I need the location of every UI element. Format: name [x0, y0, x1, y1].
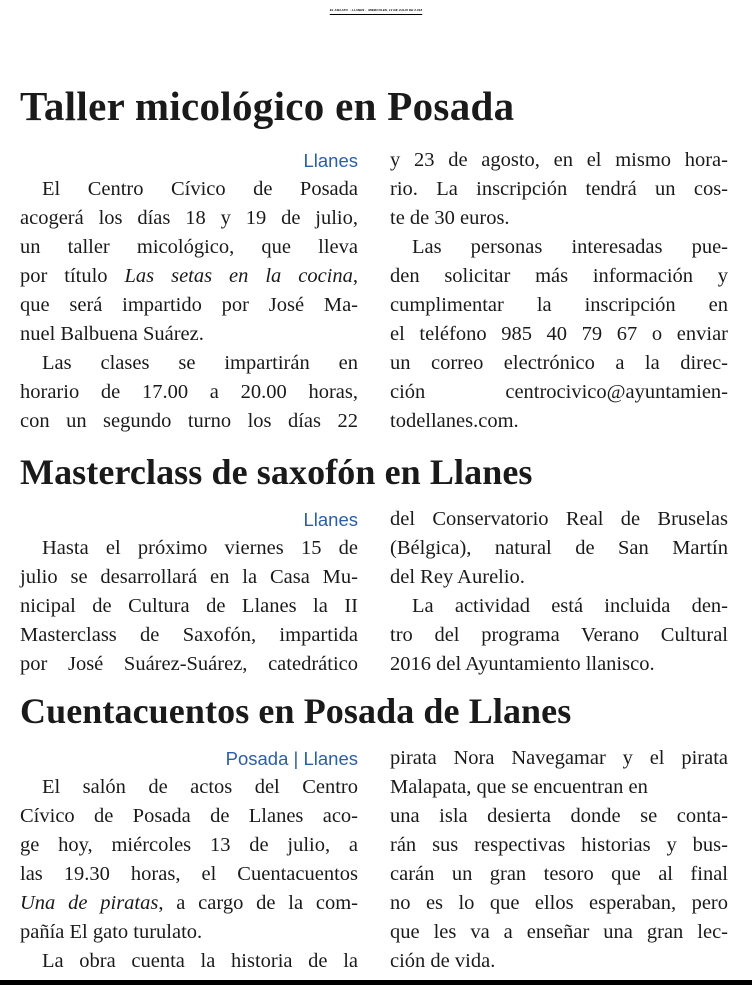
body-line [390, 802, 728, 831]
italic-title: Las setas en la cocina [124, 265, 353, 287]
article-dateline: Llanes [303, 150, 358, 171]
body-line [390, 650, 728, 679]
body-text: horario de 17.00 a 20.00 horas, [20, 381, 358, 403]
body-line [390, 773, 728, 802]
body-text: con un segundo turno los días 22 [20, 410, 358, 432]
body-line [390, 505, 728, 534]
body-text: un correo electrónico a la direc- [390, 352, 728, 374]
body-line [390, 889, 728, 918]
body-line [390, 860, 728, 889]
body-text: tro del programa Verano Cultural [390, 624, 728, 646]
body-text: El Centro Cívico de Posada [42, 178, 358, 200]
body-line [20, 860, 358, 889]
body-text: pañía El gato turulato. [20, 921, 203, 943]
bottom-rule [0, 980, 752, 985]
body-line [390, 320, 728, 349]
masthead: EL FIELATO - LLANES - MIERCOLES, 13 DE JULIO DE 2.016 [329, 8, 423, 12]
article-2-headline: Masterclass de saxofón en Llanes [20, 452, 533, 492]
body-line [20, 175, 358, 204]
body-text: 2016 del Ayuntamiento llanisco. [390, 653, 655, 675]
body-line [390, 563, 728, 592]
body-text: una isla desierta donde se conta- [390, 805, 728, 827]
body-text: El salón de actos del Centro [42, 776, 358, 798]
article-3-headline: Cuentacuentos en Posada de Llanes [20, 691, 572, 731]
body-text: y 23 de agosto, en el mismo hora- [390, 149, 728, 171]
body-line [20, 204, 358, 233]
body-text: te de 30 euros. [390, 207, 510, 229]
body-text: cumplimentar la inscripción en [390, 294, 728, 316]
body-line [20, 262, 358, 291]
italic-title: Una de piratas [20, 892, 159, 914]
article-1-left-column [20, 146, 358, 436]
body-text: Masterclass de Saxofón, impartida [20, 624, 358, 646]
body-line [390, 378, 728, 407]
body-text: den solicitar más información y [390, 265, 728, 287]
body-text: La obra cuenta la historia de la [42, 950, 358, 972]
body-line [390, 349, 728, 378]
body-line [20, 889, 358, 918]
body-line [390, 831, 728, 860]
body-line [20, 831, 358, 860]
article-2-left-column [20, 505, 358, 679]
body-text: , a cargo de la com- [158, 892, 358, 914]
body-text: que será impartido por José Ma- [20, 294, 358, 316]
body-line [20, 773, 358, 802]
body-line [390, 947, 728, 976]
body-line [390, 534, 728, 563]
body-text: Malapata, que se encuentran en [390, 776, 648, 798]
body-text: que les va a enseñar una gran lec- [390, 921, 728, 943]
article-dateline: Llanes [303, 509, 358, 530]
body-text: todellanes.com. [390, 410, 519, 432]
body-text: carán un gran tesoro que al final [390, 863, 728, 885]
body-text: rán sus respectivas historias y bus- [390, 834, 728, 856]
body-text: Las clases se impartirán en [42, 352, 358, 374]
body-text: rio. La inscripción tendrá un cos- [390, 178, 728, 200]
body-text: julio se desarrollará en la Casa Mu- [20, 566, 358, 588]
body-text: La actividad está incluida den- [412, 595, 728, 617]
body-line [390, 204, 728, 233]
body-line [20, 650, 358, 679]
body-text: nicipal de Cultura de Llanes la II [20, 595, 358, 617]
body-line [20, 563, 358, 592]
body-line [390, 744, 728, 773]
body-line [390, 291, 728, 320]
body-text: el teléfono 985 40 79 67 o enviar [390, 323, 728, 345]
body-line [20, 407, 358, 436]
body-text: pirata Nora Navegamar y el pirata [390, 747, 728, 769]
body-text: ción centrocivico@ayuntamien- [390, 381, 728, 403]
body-text: Las personas interesadas pue- [412, 236, 728, 258]
body-line [390, 233, 728, 262]
body-text: Cívico de Posada de Llanes aco- [20, 805, 358, 827]
article-3-right-column [390, 744, 728, 976]
body-text: (Bélgica), natural de San Martín [390, 537, 728, 559]
body-line [390, 262, 728, 291]
body-text: nuel Balbuena Suárez. [20, 323, 204, 345]
body-text: por título [20, 265, 125, 287]
body-text: Hasta el próximo viernes 15 de [42, 537, 358, 559]
body-text: , [352, 265, 358, 287]
body-text: del Conservatorio Real de Bruselas [390, 508, 728, 530]
body-line [20, 349, 358, 378]
article-dateline: Posada | Llanes [225, 748, 358, 769]
body-text: por José Suárez-Suárez, catedrático [20, 653, 358, 675]
body-text: del Rey Aurelio. [390, 566, 525, 588]
body-line [20, 621, 358, 650]
body-text: no es lo que ellos esperaban, pero [390, 892, 728, 914]
body-line [390, 918, 728, 947]
body-line [20, 233, 358, 262]
body-line [20, 592, 358, 621]
body-text: un taller micológico, que lleva [20, 236, 358, 258]
body-text: ge hoy, miércoles 13 de julio, a [20, 834, 358, 856]
body-line [20, 918, 358, 947]
article-2-right-column [390, 505, 728, 679]
body-line [390, 592, 728, 621]
body-line [20, 534, 358, 563]
body-line [20, 947, 358, 976]
body-line [390, 175, 728, 204]
article-1-right-column [390, 146, 728, 436]
body-line [390, 407, 728, 436]
body-line [20, 378, 358, 407]
body-line [20, 291, 358, 320]
article-1-headline: Taller micológico en Posada [20, 83, 515, 129]
body-line [20, 802, 358, 831]
article-3-left-column [20, 744, 358, 976]
body-line [390, 621, 728, 650]
body-text: las 19.30 horas, el Cuentacuentos [20, 863, 358, 885]
body-line [390, 146, 728, 175]
body-text: ción de vida. [390, 950, 496, 972]
body-line [20, 320, 358, 349]
body-text: acogerá los días 18 y 19 de julio, [20, 207, 358, 229]
